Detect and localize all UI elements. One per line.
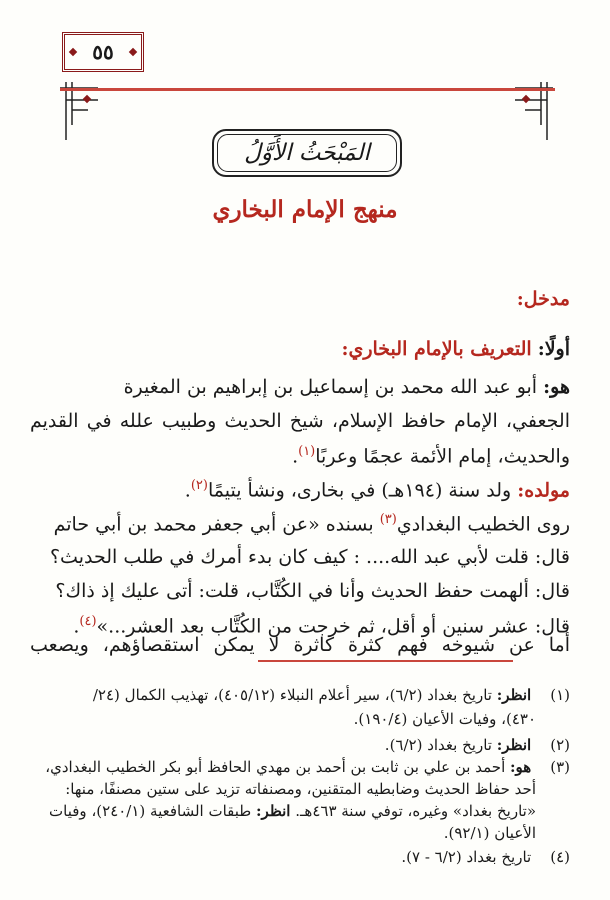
first-label: أولًا: [537, 338, 570, 360]
footnote-ref-4[interactable]: (٤) [79, 614, 97, 629]
footnote-3-num: (٣) [550, 758, 570, 776]
intro-heading-line [30, 288, 570, 310]
line3-text: والحديث، إمام الأئمة عجمًا وعربًا [315, 445, 570, 468]
line4-label: مولده: [517, 479, 570, 502]
footnote-3-label: هو: [510, 758, 532, 776]
footnote-ref-3[interactable]: (٣) [379, 512, 397, 527]
footnote-3-cont2-text: «تاريخ بغداد» وغيره، توفي سنة ٤٦٣هـ. [295, 802, 536, 820]
footnote-3 [30, 758, 570, 776]
line4-text: ولد سنة (١٩٤هـ) في بخارى، ونشأ يتيمًا [207, 479, 512, 502]
line5-text-b: بسنده «عن أبي جعفر محمد بن أبي حاتم [53, 513, 374, 536]
footnote-1-text: تاريخ بغداد (٦/٢)، سير أعلام النبلاء (٤٠٥/١٢)، تهذيب الكمال (٢٤/ [92, 686, 492, 704]
footnote-3-cont2 [30, 802, 536, 820]
first-heading-line [30, 338, 570, 360]
footnote-rule [258, 660, 513, 662]
paragraph-line-8: قال: عشر سنين أو أقل، ثم خرجت من الكُتَّاب بعد العشر...»$^{(٤)}$. [73, 614, 570, 638]
intro-heading: مدخل: [516, 288, 570, 310]
paragraph-line-1 [30, 376, 570, 398]
footnote-4-text: تاريخ بغداد (٦/٢ - ٧). [401, 848, 532, 866]
footnote-1-label: انظر: [496, 686, 532, 704]
page-number [62, 32, 144, 72]
footnote-3-cont2-label: انظر: [256, 802, 291, 820]
line1-label: هو: [543, 376, 570, 398]
page-number-text: ٥٥ [92, 40, 114, 64]
footnote-1 [30, 686, 570, 704]
footnote-2-num: (٢) [550, 736, 570, 754]
paragraph-line-9: أما عن شيوخه فهم كثرة كاثرة لا يمكن استقصاؤهم، ويصعب [30, 634, 570, 656]
section-title-box [212, 129, 402, 177]
line1-text: أبو عبد الله محمد بن إسماعيل بن إبراهيم بن المغيرة [123, 376, 538, 398]
paragraph-line-4: مولده: ولد سنة (١٩٤هـ) في بخارى، ونشأ يتيمًا$^{(٢)}$. [184, 478, 570, 502]
paragraph-line-6: قال: قلت لأبي عبد الله.... : كيف كان بدء أمرك في طلب الحديث؟ [49, 546, 570, 568]
footnote-1-num: (١) [550, 686, 570, 704]
section-title: المَبْحَثُ الأَوَّلُ [244, 140, 370, 166]
paragraph-line-3: والحديث، إمام الأئمة عجمًا وعربًا$^{(١)}$. [292, 444, 570, 468]
line5-text-a: روى الخطيب البغدادي [396, 513, 570, 536]
paragraph-line-2: الجعفي، الإمام حافظ الإسلام، شيخ الحديث وطبيب علله في القديم [30, 410, 570, 432]
header-rule [60, 88, 555, 91]
footnote-ref-1[interactable]: (١) [298, 444, 316, 459]
line8-text: قال: عشر سنين أو أقل، ثم خرجت من الكُتَّاب بعد العشر...» [96, 615, 570, 638]
footnote-3-cont2-tail: طبقات الشافعية (٢٤٠/١)، وفيات [49, 802, 252, 820]
footnote-4 [30, 848, 570, 866]
footnote-ref-2[interactable]: (٢) [190, 478, 208, 493]
footnote-3-cont3: الأعيان (٩٢/١). [443, 824, 536, 842]
footnote-2-text: تاريخ بغداد (٦/٢). [384, 736, 492, 754]
paragraph-line-5 [30, 512, 570, 535]
footnote-1-cont: ٤٣٠)، وفيات الأعيان (١٩٠/٤). [353, 710, 536, 728]
main-title: منهج الإمام البخاري [212, 196, 398, 223]
footnote-2-label: انظر: [496, 736, 532, 754]
footnote-3-cont: أحد حفاظ الحديث وضابطيه المتقنين، ومصنفاته تزيد على ستين مصنفًا، منها: [65, 780, 536, 798]
footnote-2 [30, 736, 570, 754]
footnote-4-num: (٤) [550, 848, 570, 866]
paragraph-line-7: قال: ألهمت حفظ الحديث وأنا في الكُتَّاب، قلت: أتى عليك إذ ذاك؟ [55, 580, 570, 602]
footnote-3-text: أحمد بن علي بن ثابت بن أحمد بن مهدي الحافظ أبو بكر الخطيب البغدادي، [45, 758, 506, 776]
first-heading: التعريف بالإمام البخاري: [341, 338, 532, 360]
